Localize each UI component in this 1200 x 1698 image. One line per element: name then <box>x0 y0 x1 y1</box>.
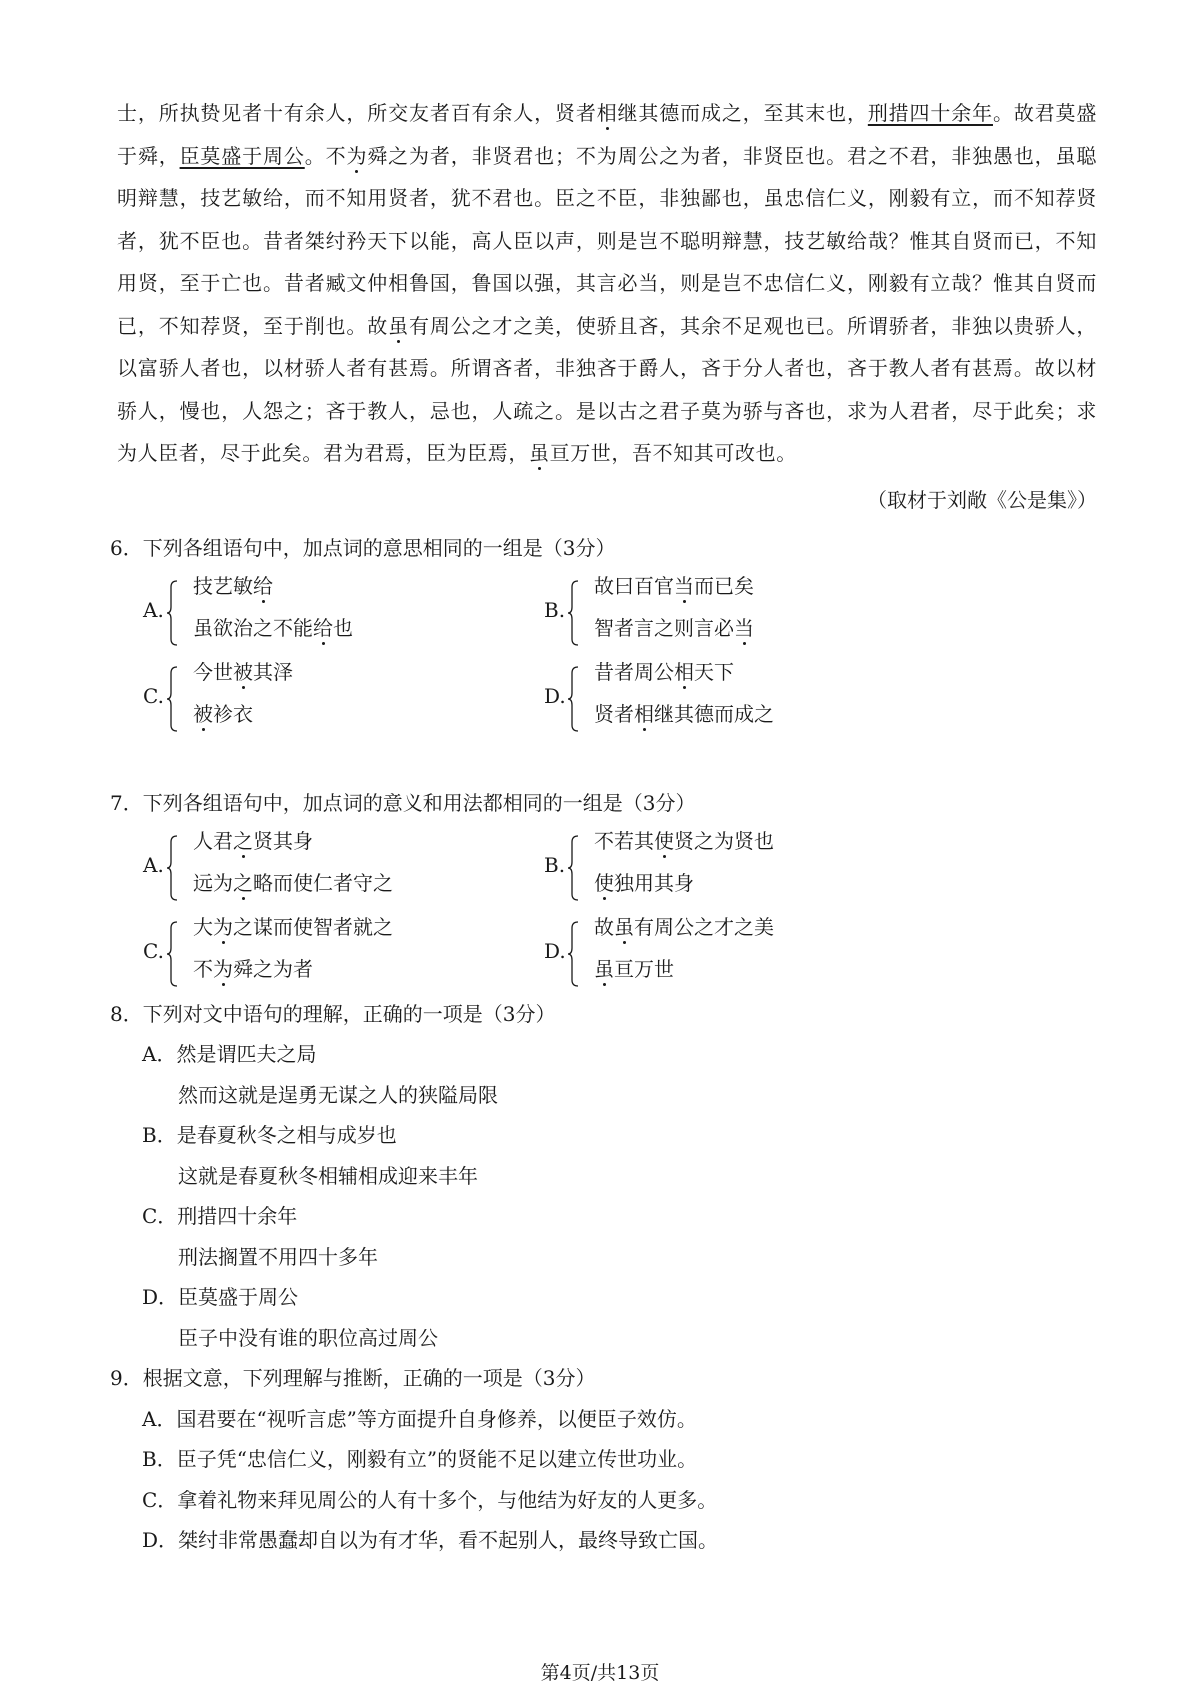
passage-text: 亘万世，吾不知其可改也。 <box>549 441 797 465</box>
q8-option-d[interactable]: D．臣莫盛于周公 <box>142 1285 299 1309</box>
question-7-stem: 7．下列各组语句中，加点词的意义和用法都相同的一组是（3分） <box>110 791 696 815</box>
option-sentence <box>193 656 293 685</box>
sentence-text: 贤者 <box>594 702 634 726</box>
sentence-text: 昔者周公 <box>594 660 674 684</box>
page-number: 第4页/共13页 <box>540 1662 660 1684</box>
passage-text: 。不 <box>304 143 347 168</box>
q9-option-c[interactable]: C．拿着礼物来拜见周公的人有十多个，与他结为好友的人更多。 <box>142 1488 718 1512</box>
option-letter: C. <box>143 684 164 708</box>
sentence-text: 其泽 <box>253 660 293 684</box>
sentence-text: 故曰百官 <box>594 574 674 598</box>
q8-option-b[interactable]: B．是春夏秋冬之相与成岁也 <box>142 1123 397 1147</box>
sentence-text: 继其德而成之 <box>654 702 774 726</box>
brace-icon <box>567 666 579 732</box>
dotted-char: 相 <box>596 101 618 125</box>
sentence-text: 今世 <box>193 660 233 684</box>
sentence-text: 远为 <box>193 871 233 895</box>
q9-option-b[interactable]: B．臣子凭“忠信仁义，刚毅有立”的贤能不足以建立传世功业。 <box>142 1447 698 1471</box>
passage-text: 舜之为者，非贤君也；不为周公之为者，非贤臣也。君之不君，非独愚也，虽聪明辩慧，技艺敏给，而不知用贤者，犹不君也。臣之不臣，非独鄙也，虽忠信仁义，刚毅有立，而不知荐贤者，犹不臣也。昔者桀纣矜天下以能，高人臣以声，则是岂不聪明辩慧，技艺敏给哉？惟其自贤而已，不知用贤，至于亡也。昔者臧文仲相鲁国，鲁国以强，其言必当，则是岂不忠信仁义，刚毅有立哉？惟其自贤而已，不知荐贤，至于削也。故 <box>117 143 1097 338</box>
option-letter: B. <box>544 598 566 622</box>
underlined-phrase: 刑措四十余年 <box>867 101 993 125</box>
dotted-char: 当 <box>734 616 754 640</box>
option-sentence <box>594 825 774 854</box>
option-sentence <box>193 867 393 896</box>
sentence-text: 技艺敏 <box>193 574 253 598</box>
option-sentence <box>594 656 734 685</box>
dotted-char: 为 <box>213 915 233 939</box>
sentence-text: 而已矣 <box>694 574 754 598</box>
sentence-text: 人君 <box>193 829 233 853</box>
brace-icon <box>567 921 579 987</box>
sentence-text: 故 <box>594 915 614 939</box>
sentence-text: 舜之为者 <box>233 957 313 981</box>
sentence-text: 略而使仁者守之 <box>253 871 393 895</box>
brace-icon <box>567 580 579 646</box>
option-letter: D. <box>544 939 566 963</box>
dotted-char: 给 <box>313 616 333 640</box>
sentence-text: 袗衣 <box>213 702 253 726</box>
option-letter: C. <box>143 939 164 963</box>
sentence-text: 也 <box>333 616 353 640</box>
option-sentence <box>594 953 674 982</box>
sentence-text: 之谋而使智者就之 <box>233 915 393 939</box>
dotted-char: 之 <box>233 829 253 853</box>
passage-text: 士，所执贽见者十有余人，所交友者百有余人，贤者 <box>117 101 597 125</box>
dotted-char: 虽 <box>529 441 550 465</box>
dotted-char: 被 <box>233 660 253 684</box>
option-sentence <box>193 911 393 940</box>
q8-option-a-explanation: 然而这就是逞勇无谋之人的狭隘局限 <box>178 1083 498 1107</box>
passage-text: 。故君莫盛于舜， <box>117 101 1097 168</box>
option-sentence <box>594 911 774 940</box>
q6-option-c[interactable] <box>143 656 523 742</box>
q7-option-c[interactable] <box>143 911 523 997</box>
option-letter: A. <box>143 853 164 877</box>
q9-option-d[interactable]: D．桀纣非常愚蠢却自以为有才华，看不起别人，最终导致亡国。 <box>142 1528 719 1552</box>
q7-option-d[interactable] <box>544 911 924 997</box>
question-9-stem: 9．根据文意，下列理解与推断，正确的一项是（3分） <box>110 1366 596 1390</box>
brace-icon <box>166 921 178 987</box>
sentence-text: 智者言之则言必 <box>594 616 734 640</box>
sentence-text: 不 <box>193 957 213 981</box>
option-sentence <box>594 867 694 896</box>
option-sentence <box>594 612 754 641</box>
q7-option-b[interactable] <box>544 825 924 911</box>
q8-option-d-explanation: 臣子中没有谁的职位高过周公 <box>178 1326 438 1350</box>
q6-option-a[interactable] <box>143 570 523 656</box>
option-sentence <box>193 953 313 982</box>
dotted-char: 给 <box>253 574 273 598</box>
q8-option-c[interactable]: C．刑措四十余年 <box>142 1204 298 1228</box>
sentence-text: 亘万世 <box>614 957 674 981</box>
passage-text: 有周公之才之美，使骄且吝，其余不足观也已。所谓骄者，非独以贵骄人，以富骄人者也，以材骄人者有甚焉。所谓吝者，非独吝于爵人，吝于分人者也，吝于教人者有甚焉。故以材骄人，慢也，人怨之；吝于教人，忌也，人疏之。是以古之君子莫为骄与吝也，求为人君者，尽于此矣；求为人臣者，尽于此矣。君为君焉，臣为臣焉， <box>117 313 1097 465</box>
q7-option-a[interactable] <box>143 825 523 911</box>
q8-option-a[interactable]: A．然是谓匹夫之局 <box>142 1042 317 1066</box>
brace-icon <box>166 580 178 646</box>
q8-option-c-explanation: 刑法搁置不用四十多年 <box>178 1245 378 1269</box>
option-sentence <box>193 825 313 854</box>
option-sentence <box>193 570 273 599</box>
dotted-char: 虽 <box>388 313 409 338</box>
option-sentence <box>594 570 754 599</box>
sentence-text: 大 <box>193 915 213 939</box>
dotted-char: 虽 <box>614 915 634 939</box>
sentence-text: 贤之为贤也 <box>674 829 774 853</box>
passage-source: （取材于刘敞《公是集》） <box>867 488 1097 512</box>
sentence-text: 不若其 <box>594 829 654 853</box>
q9-option-a[interactable]: A．国君要在“视听言虑”等方面提升自身修养，以便臣子效仿。 <box>142 1407 697 1431</box>
option-letter: D. <box>544 684 566 708</box>
passage-text: 继其德而成之，至其末也， <box>617 101 868 125</box>
dotted-char: 之 <box>233 871 253 895</box>
option-sentence <box>594 698 774 727</box>
sentence-text: 天下 <box>694 660 734 684</box>
dotted-char: 使 <box>654 829 674 853</box>
question-6-stem: 6．下列各组语句中，加点词的意思相同的一组是（3分） <box>110 536 616 560</box>
q6-option-d[interactable] <box>544 656 924 742</box>
question-8-stem: 8．下列对文中语句的理解，正确的一项是（3分） <box>110 1002 556 1026</box>
dotted-char: 虽 <box>594 957 614 981</box>
sentence-text: 虽欲治之不能 <box>193 616 313 640</box>
option-sentence <box>193 698 253 727</box>
dotted-char: 相 <box>674 660 694 684</box>
dotted-char: 当 <box>674 574 694 598</box>
option-letter: B. <box>544 853 566 877</box>
dotted-char: 为 <box>346 143 368 168</box>
dotted-char: 使 <box>594 871 614 895</box>
brace-icon <box>166 666 178 732</box>
sentence-text: 独用其身 <box>614 871 694 895</box>
dotted-char: 相 <box>634 702 654 726</box>
sentence-text: 有周公之才之美 <box>634 915 774 939</box>
classical-passage <box>117 92 1097 475</box>
brace-icon <box>166 835 178 901</box>
q8-option-b-explanation: 这就是春夏秋冬相辅相成迎来丰年 <box>178 1164 478 1188</box>
option-letter: A. <box>143 598 164 622</box>
dotted-char: 被 <box>193 702 213 726</box>
dotted-char: 为 <box>213 957 233 981</box>
underlined-phrase: 臣莫盛于周公 <box>179 143 305 168</box>
option-sentence <box>193 612 353 641</box>
sentence-text: 贤其身 <box>253 829 313 853</box>
brace-icon <box>567 835 579 901</box>
q6-option-b[interactable] <box>544 570 924 656</box>
